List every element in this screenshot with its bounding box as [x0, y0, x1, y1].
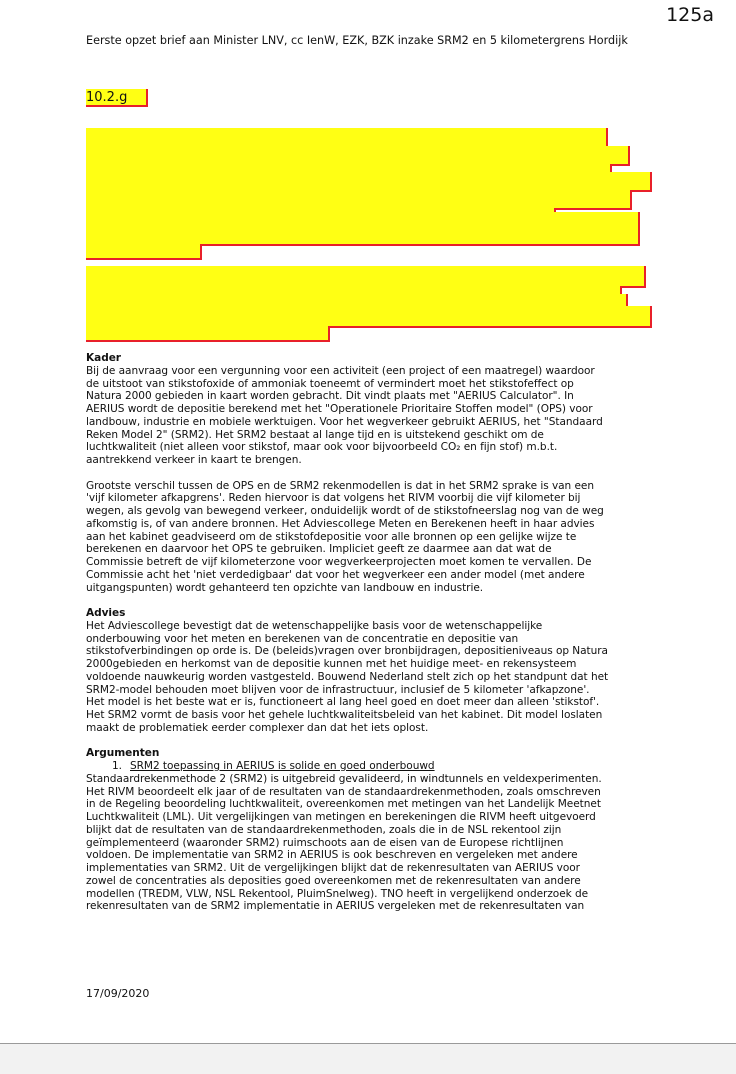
text-line: blijkt dat de resultaten van de standaardrekenmethoden, zoals die in de NSL rekentool zijn — [86, 823, 562, 836]
text-line: Standaardrekenmethode 2 (SRM2) is uitgebreid gevalideerd, in windtunnels en veldexperimenten. — [86, 772, 602, 785]
text-line: geïmplementeerd (waaronder SRM2) ruimschoots aan de eisen van de Europese richtlijnen — [86, 836, 564, 849]
text-line: voldoende nauwkeurig worden vastgesteld. Bouwend Nederland stelt zich op het standpunt dat het — [86, 670, 609, 683]
letter-body — [86, 352, 664, 913]
redaction-block — [86, 244, 202, 260]
text-line: AERIUS wordt de depositie berekend met het "Operationele Prioritaire Stoffen model" (OPS) voor — [86, 403, 593, 415]
redaction-block — [86, 190, 632, 210]
redaction-block — [86, 146, 630, 166]
text-line: Commissie acht het 'niet verdedigbaar' dat voor het wegverkeer een ander model (met andere — [86, 568, 585, 581]
section-heading-kader: Kader — [86, 352, 121, 364]
text-line: modellen (TREDM, VLW, NSL Rekentool, PluimSnelweg). TNO heeft in vergelijkend onderzoek de — [86, 887, 589, 900]
kader-paragraph-2 — [86, 480, 664, 595]
document-date: 17/09/2020 — [86, 987, 150, 1000]
section-heading-advies: Advies — [86, 607, 126, 619]
redaction-block — [86, 128, 608, 148]
text-line: Reken Model 2" (SRM2). Het SRM2 bestaat al lange tijd en is uitstekend geschikt om de — [86, 428, 544, 441]
text-line: in de Regeling beoordeling luchtkwaliteit, overeenkomen met metingen van het Landelijk Meetnet — [86, 798, 601, 811]
redaction-block — [86, 306, 652, 328]
text-line: afkomstig is, of van andere bronnen. Het Adviescollege Meten en Berekenen heeft in haar advies — [86, 517, 595, 530]
redaction-block — [86, 266, 646, 288]
redaction-block — [86, 172, 652, 192]
text-line: Het SRM2 vormt de basis voor het gehele luchtkwaliteitsbeleid van het kabinet. Dit model loslaten — [86, 709, 603, 721]
text-line: landbouw, industrie en mobiele werktuigen. Voor het wegverkeer gebruikt AERIUS, het "Standaard — [86, 415, 603, 428]
text-line: Bij de aanvraag voor een vergunning voor een activiteit (een project of een maatregel) waardoor — [86, 364, 595, 377]
text-line: 2000gebieden en herkomst van de depositie kunnen met het huidige meet- en rekensysteem — [86, 658, 577, 670]
argumenten-paragraph — [86, 773, 664, 913]
section-heading-argumenten: Argumenten — [86, 747, 160, 760]
text-line: 'vijf kilometer afkapgrens'. Reden hiervoor is dat volgens het RIVM voorbij die vijf kilometer bij — [86, 492, 581, 505]
text-line: uitgangspunten) wordt gehanteerd ten opzichte van landbouw en industrie. — [86, 581, 484, 594]
text-line: Grootste verschil tussen de OPS en de SRM2 rekenmodellen is dat in het SRM2 sprake is van een — [86, 479, 595, 492]
text-line: berekenen en daarvoor het OPS te gebruiken. Impliciet geeft ze daarmee aan dat wat de — [86, 543, 552, 556]
document-header: Eerste opzet brief aan Minister LNV, cc IenW, EZK, BZK inzake SRM2 en 5 kilometergrens Hordijk — [86, 34, 628, 47]
text-line: Het Adviescollege bevestigt dat de wetenschappelijke basis voor de wetenschappelijke — [86, 619, 543, 632]
advies-paragraph — [86, 620, 664, 735]
text-line: implementaties van SRM2. Uit de vergelijkingen blijkt dat de rekenresultaten van AERIUS voor — [86, 862, 580, 874]
text-line: zowel de concentraties als deposities goed overeenkomen met de rekenresultaten van andere — [86, 874, 581, 887]
text-line: Het model is het beste wat er is, functioneert al lang heel goed en doet meer dan alleen 'stikstof'. — [86, 696, 600, 709]
list-item-number: 1. — [112, 760, 122, 772]
list-item-title: SRM2 toepassing in AERIUS is solide en goed onderbouwd — [130, 760, 435, 772]
text-line: onderbouwing voor het meten en berekenen van de concentratie en depositie van — [86, 632, 519, 645]
text-line: de uitstoot van stikstofoxide of ammoniak toeneemt of vermindert moet het stikstofeffect op — [86, 377, 574, 390]
text-line: aantrekkend verkeer in kaart te brengen. — [86, 454, 302, 466]
text-line: luchtkwaliteit (niet alleen voor stikstof, maar ook voor bijvoorbeeld CO₂ en fijn stof) m.b.t. — [86, 441, 558, 454]
list-item — [86, 760, 664, 773]
text-line: maakt de problematiek eerder complexer dan dat het iets oplost. — [86, 721, 429, 734]
text-line: Het RIVM beoordeelt elk jaar of de resultaten van de standaardrekenmethoden, zoals omschreven — [86, 785, 601, 798]
text-line: rekenresultaten van de SRM2 implementatie in AERIUS vergeleken met de rekenresultaten van — [86, 900, 585, 913]
text-line: Luchtkwaliteit (LML). Uit vergelijkingen van metingen en berekeningen die RIVM heeft uitgevoerd — [86, 811, 596, 823]
page-number: 125a — [666, 4, 714, 26]
text-line: wegen, als gevolg van bewegend verkeer, onduidelijk wordt of de stikstofneerslag nog van de weg — [86, 505, 604, 517]
redaction-code-label: 10.2.g — [86, 89, 148, 107]
text-line: voldoen. De implementatie van SRM2 in AERIUS is ook beschreven en vergeleken met andere — [86, 849, 578, 862]
text-line: Natura 2000 gebieden in kaart worden gebracht. Dit vindt plaats met "AERIUS Calculator". In — [86, 390, 574, 403]
text-line: Commissie betreft de vijf kilometerzone voor wegverkeerprojecten moet komen te vervallen. De — [86, 556, 592, 568]
text-line: SRM2-model behouden moet blijven voor de infrastructuur, inclusief de 5 kilometer 'afkapzone'. — [86, 683, 590, 696]
page-footer-area — [0, 1044, 736, 1074]
redaction-block — [86, 212, 640, 246]
redaction-block — [86, 326, 330, 342]
text-line: stikstofverbindingen op orde is. De (beleids)vragen over bronbijdragen, depositieniveaus op Natura — [86, 645, 608, 658]
kader-paragraph — [86, 365, 664, 467]
text-line: aan het kabinet geadviseerd om de stikstofdepositie voor alle bronnen op een gelijke wijze te — [86, 530, 577, 543]
